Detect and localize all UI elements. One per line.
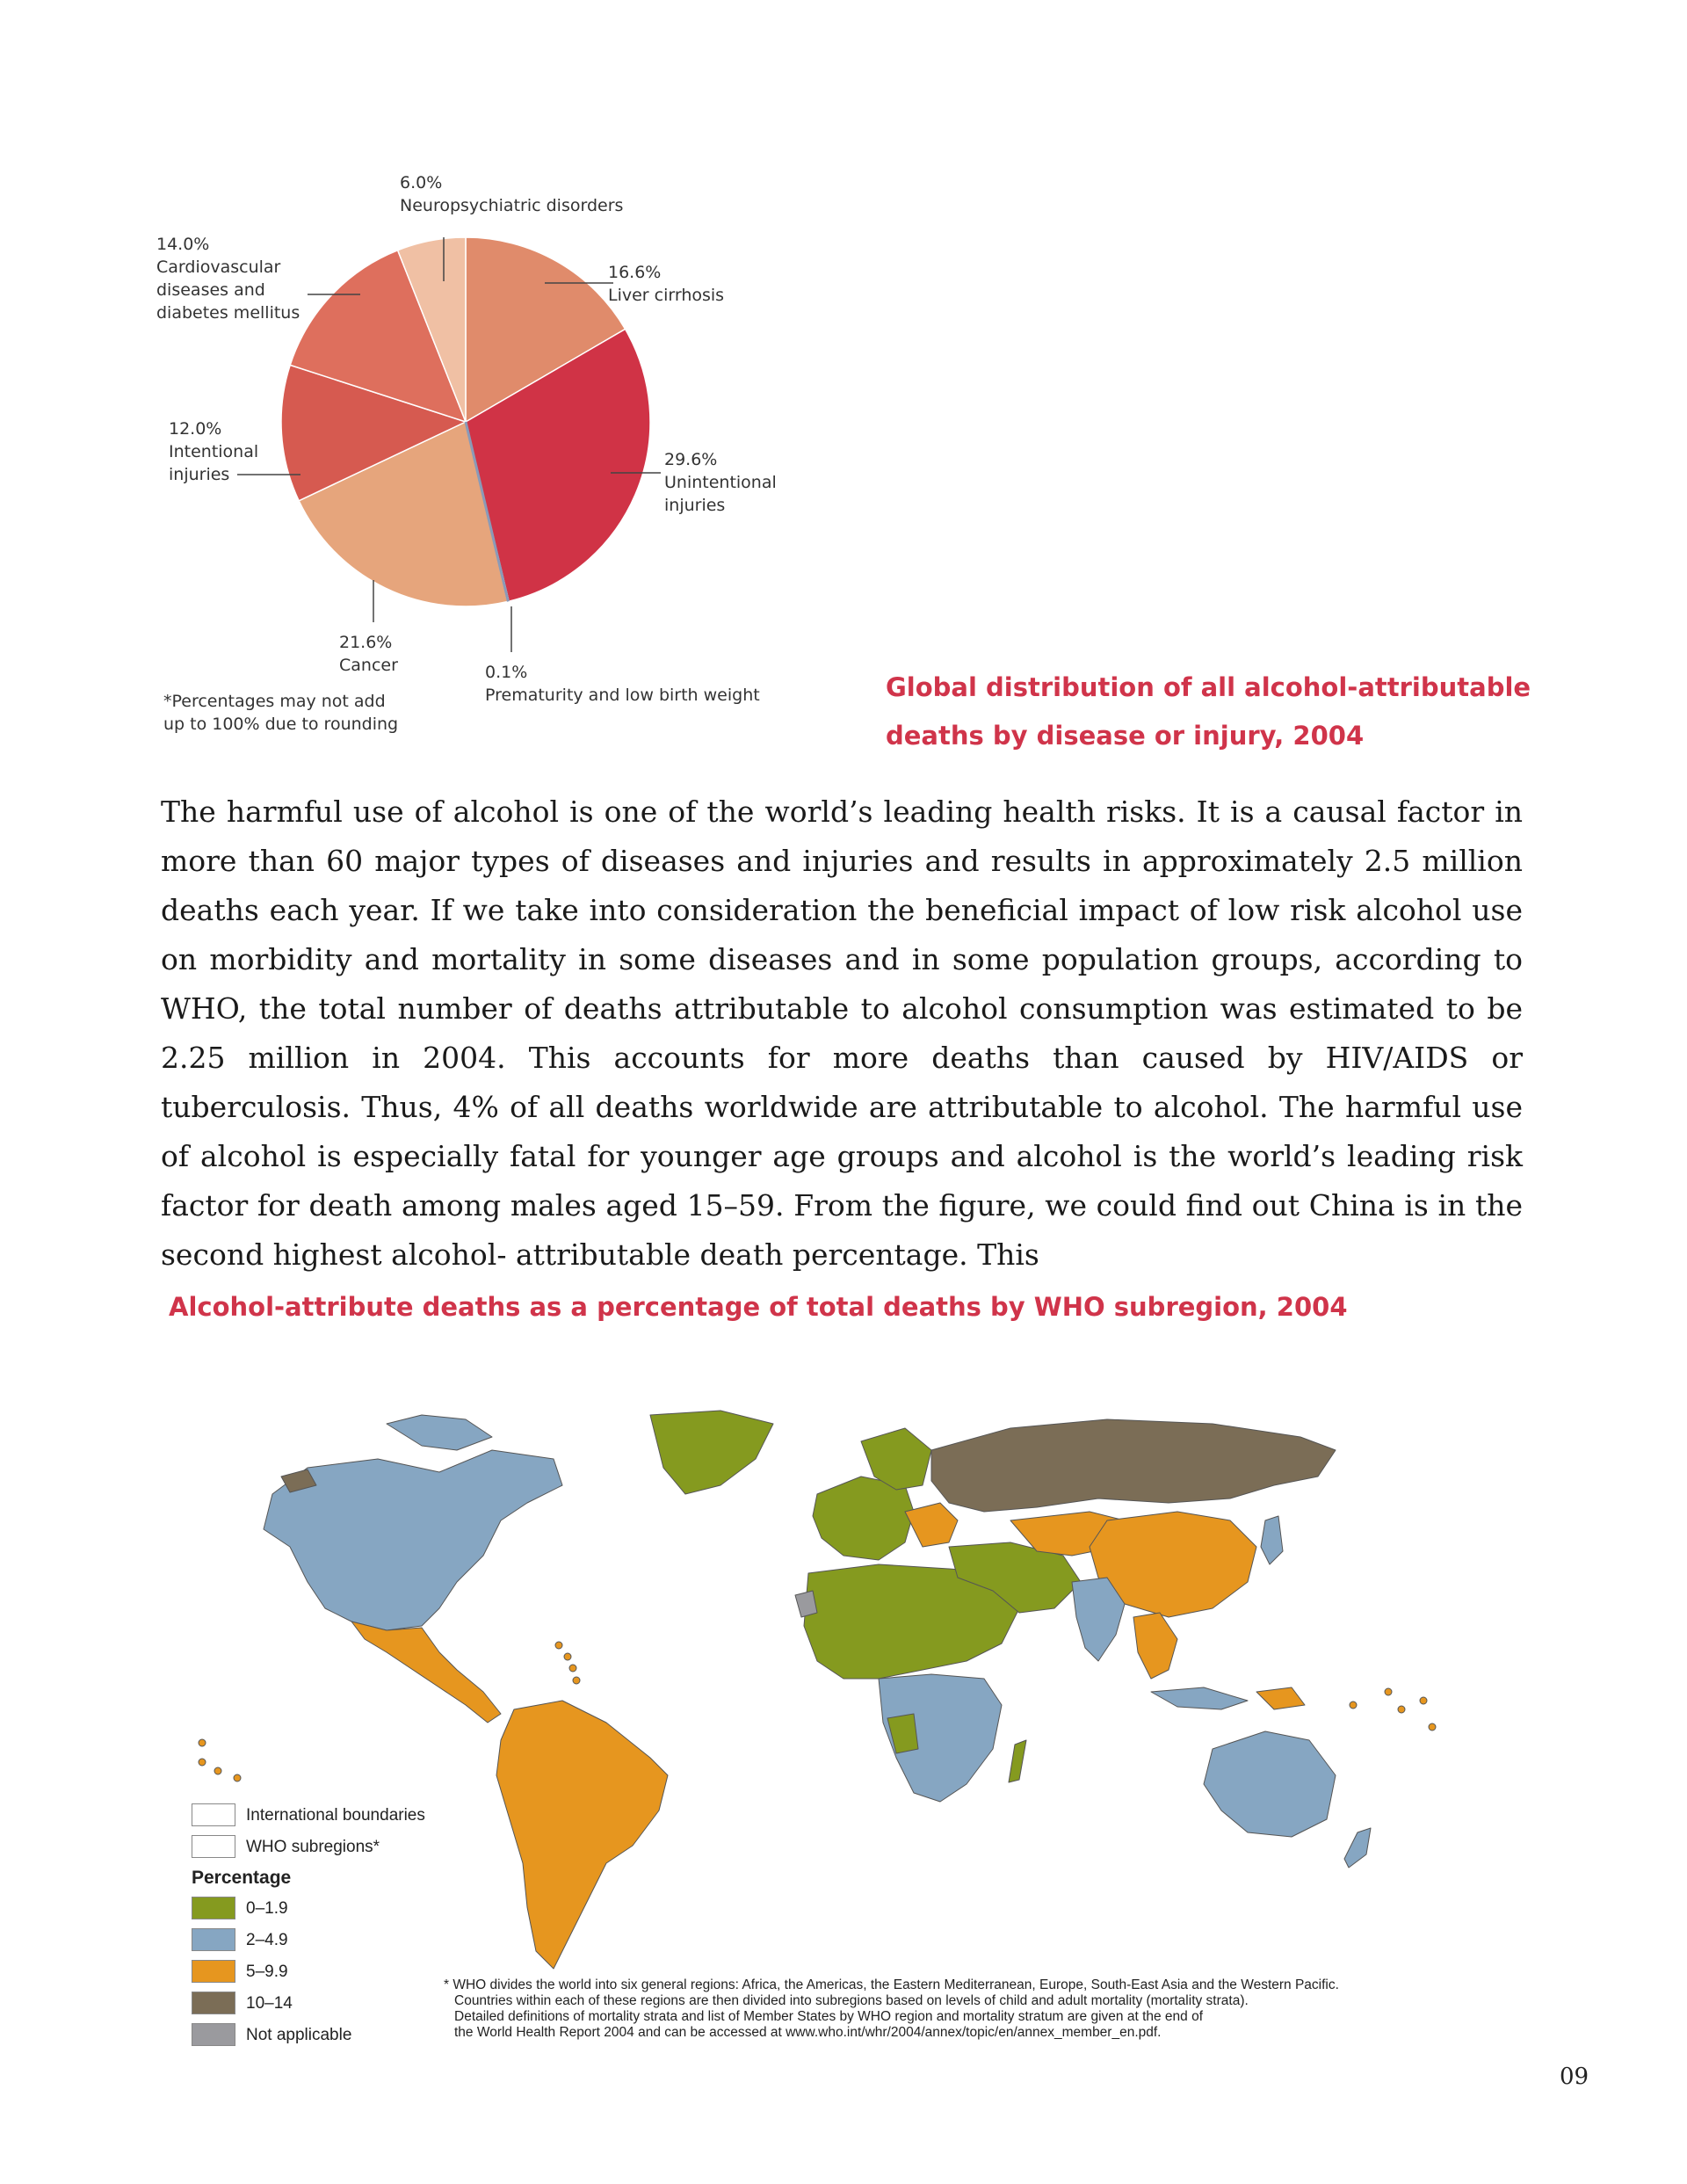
legend-label-3: 10–14 — [246, 1994, 293, 2013]
label-pct: 21.6% — [339, 633, 393, 652]
island-marker — [214, 1767, 221, 1774]
island-marker — [199, 1759, 206, 1766]
legend-heading: Percentage — [192, 1868, 292, 1888]
legend-label-1: 2–4.9 — [246, 1931, 288, 1949]
label-name: diseases and — [156, 280, 265, 300]
island-marker — [1398, 1706, 1405, 1713]
region-arctic-canada — [387, 1415, 492, 1450]
map-title: Alcohol-attribute deaths as a percentage of total deaths by WHO subregion, 2004 — [169, 1292, 1348, 1322]
label-pct: 0.1% — [485, 663, 528, 682]
label-pct: 16.6% — [608, 263, 662, 282]
region-mexico-central-america — [351, 1622, 501, 1723]
label-name: Prematurity and low birth weight — [485, 686, 760, 705]
label-name: Unintentional — [664, 473, 777, 492]
legend-swatch-0 — [192, 1897, 235, 1919]
region-greenland — [650, 1411, 773, 1494]
region-russia — [931, 1419, 1336, 1512]
island-marker — [1429, 1723, 1436, 1731]
label-liver-cirrhosis — [608, 261, 724, 307]
page-number: 09 — [1560, 2064, 1589, 2090]
label-pct: 12.0% — [169, 419, 222, 439]
legend-swatch-3 — [192, 1992, 235, 2014]
map-footnote: * WHO divides the world into six general regions: Africa, the Americas, the Eastern Mediterranean, Europe, South-East Asia and the Western Pacific. Countries within each of these regions are then divided into subregions based on levels of child and adult mortality (mortality strata). Detailed definitions of mortality strata and list of Member States by WHO region and mortality stratum are given at the end of the World Health Report 2004 and can be accessed at www.who.int/whr/2004/annex/topic/en/annex_member_en.pdf. — [444, 1977, 1339, 2040]
legend-swatch-4 — [192, 2023, 235, 2046]
region-southeast-asia — [1133, 1613, 1177, 1679]
legend-swatch-2 — [192, 1960, 235, 1983]
label-cardiovascular — [156, 233, 300, 324]
island-marker — [564, 1653, 571, 1660]
label-name: Cardiovascular — [156, 258, 281, 277]
region-eastern-europe — [905, 1503, 958, 1547]
legend-label-0: 0–1.9 — [246, 1899, 288, 1918]
label-pct: 29.6% — [664, 450, 718, 469]
island-marker — [1420, 1697, 1427, 1704]
label-unintentional-injuries — [664, 448, 777, 517]
pacific-island-markers — [193, 1736, 272, 1789]
legend-label-intl-boundaries: International boundaries — [246, 1806, 425, 1825]
region-south-america — [496, 1701, 668, 1969]
label-intentional-injuries — [169, 417, 258, 486]
island-marker — [1350, 1701, 1357, 1709]
island-marker — [569, 1665, 576, 1672]
island-marker — [234, 1774, 241, 1781]
label-cancer — [339, 631, 398, 677]
region-madagascar — [1009, 1740, 1026, 1782]
island-marker — [555, 1642, 562, 1649]
region-papua — [1256, 1687, 1305, 1709]
label-neuropsychiatric — [400, 171, 623, 217]
world-map — [176, 1389, 1476, 2004]
legend-swatch-who-subregions — [192, 1835, 235, 1858]
label-pct: 6.0% — [400, 173, 443, 192]
body-paragraph: The harmful use of alcohol is one of the world’s leading health risks. It is a causal factor in more than 60 major types of diseases and injuries and results in approximately 2.5 million deaths each year. If we take into consideration the beneficial impact of low risk alcohol use on morbidity and mortality in some diseases and in some population groups, according to WHO, the total number of deaths attributable to alcohol consumption was estimated to be 2.25 million in 2004. This accounts for more deaths than caused by HIV/AIDS or tuberculosis. Thus, 4% of all deaths worldwide are attributable to alcohol. The harmful use of alcohol is especially fatal for younger age groups and alcohol is the world’s leading risk factor for death among males aged 15–59. From the figure, we could find out China is in the second highest alcohol- attributable death percentage. This — [161, 795, 1523, 1272]
label-name: injuries — [169, 465, 230, 484]
region-west-sahara — [795, 1591, 817, 1617]
label-name: Liver cirrhosis — [608, 286, 725, 305]
label-name: Intentional — [169, 442, 259, 461]
legend-label-4: Not applicable — [246, 2026, 352, 2044]
legend-swatch-intl-boundaries — [192, 1803, 235, 1826]
label-name: Neuropsychiatric disorders — [400, 196, 624, 215]
label-name: diabetes mellitus — [156, 303, 300, 323]
island-marker — [573, 1677, 580, 1684]
legend-swatch-1 — [192, 1928, 235, 1951]
label-pct: 14.0% — [156, 235, 210, 254]
pie-chart-title: Global distribution of all alcohol-attributable deaths by disease or injury, 2004 — [886, 672, 1531, 751]
region-indonesia — [1151, 1687, 1248, 1709]
region-australia — [1204, 1731, 1336, 1837]
region-new-zealand — [1344, 1828, 1371, 1868]
pie-note: *Percentages may not add up to 100% due to rounding — [163, 692, 399, 734]
island-marker — [199, 1739, 206, 1746]
label-prematurity — [485, 661, 760, 707]
label-name: Cancer — [339, 656, 398, 675]
legend-label-who-subregions: WHO subregions* — [246, 1838, 380, 1856]
legend-label-2: 5–9.9 — [246, 1963, 288, 1981]
region-japan — [1261, 1516, 1283, 1564]
label-name: injuries — [664, 496, 726, 515]
island-marker — [1385, 1688, 1392, 1695]
island-markers — [176, 1642, 1436, 1731]
